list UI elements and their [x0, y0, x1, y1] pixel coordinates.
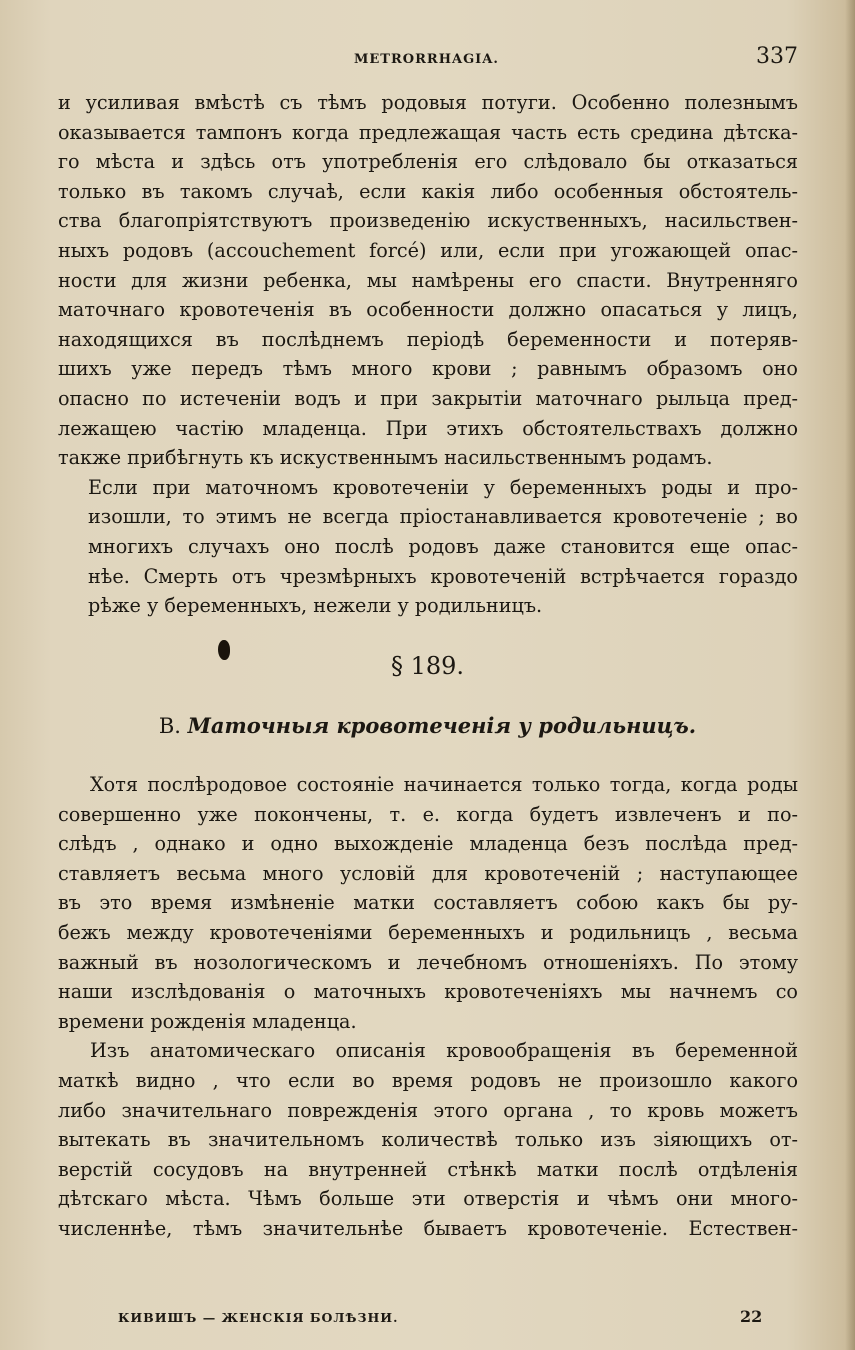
text-line: численнѣе, тѣмъ значительнѣе бываетъ кровотеченіе. Естествен-: [58, 1216, 798, 1240]
text-line: важный въ нозологическомъ и лечебномъ отношеніяхъ. По этому: [58, 950, 798, 974]
text-line: наши изслѣдованія о маточныхъ кровотеченіяхъ мы начнемъ со: [58, 980, 798, 1004]
text-line: Изъ анатомическаго описанія кровообращенія въ беременной: [90, 1039, 798, 1063]
section-number: § 189.: [390, 652, 465, 680]
section-letter: B.: [158, 714, 181, 738]
text-line: маточнаго кровотеченія въ особенности должно опасаться у лицъ,: [58, 298, 798, 322]
text-line: изошли, то этимъ не всегда пріостанавливается кровотеченіе ; во: [88, 505, 798, 529]
text-line: маткѣ видно , что если во время родовъ не произошло какого: [58, 1068, 798, 1092]
text-line: ности для жизни ребенка, мы намѣрены его спасти. Внутренняго: [58, 268, 798, 292]
paragraph-2: [58, 473, 798, 621]
text-line: дѣтскаго мѣста. Чѣмъ больше эти отверстія и чѣмъ они много-: [58, 1187, 798, 1211]
section-title: [0, 713, 855, 738]
text-line: ства благопріятствуютъ произведенію искуственныхъ, насильствен-: [58, 209, 798, 233]
section-heading: Маточныя кровотеченія у родильницъ.: [187, 713, 697, 738]
text-line: го мѣста и здѣсь отъ употребленія его слѣдовало бы отказаться: [58, 150, 798, 174]
text-line: либо значительнаго поврежденія этого органа , то кровь можетъ: [58, 1098, 798, 1122]
paragraph-4: [58, 1036, 798, 1243]
text-line: вытекать въ значительномъ количествѣ только изъ зіяющихъ от-: [58, 1128, 798, 1152]
text-line: шихъ уже передъ тѣмъ много крови ; равнымъ образомъ оно: [58, 357, 798, 381]
section-body: [58, 770, 798, 1244]
sheet-number: 22: [740, 1307, 763, 1326]
page-edge-shadow: [845, 0, 855, 1350]
text-line: находящихся въ послѣднемъ періодѣ беременности и потеряв-: [58, 327, 798, 351]
page-footer: [118, 1307, 798, 1334]
text-line: времени рожденія младенца.: [58, 1009, 357, 1033]
text-line: многихъ случахъ оно послѣ родовъ даже становится еще опас-: [88, 534, 798, 558]
paragraph-1: [58, 88, 798, 473]
text-line: опасно по истеченіи водъ и при закрытіи маточнаго рыльца пред-: [58, 386, 798, 410]
text-line: бежъ между кровотеченіями беременныхъ и родильницъ , весьма: [58, 920, 798, 944]
page-header: [58, 44, 798, 78]
text-line: лежащею частію младенца. При этихъ обстоятельствахъ должно: [58, 416, 798, 440]
running-head: METRORRHAGIA.: [354, 52, 499, 67]
text-line: также прибѣгнуть къ искуственнымъ насильственнымъ родамъ.: [58, 446, 713, 470]
text-line: и усиливая вмѣстѣ съ тѣмъ родовыя потуги. Особенно полезнымъ: [58, 91, 798, 114]
page-number: 337: [756, 44, 798, 69]
signature-line: КИВИШЪ — ЖЕНСКІЯ БОЛѢЗНИ.: [118, 1310, 399, 1325]
text-line: верстій сосудовъ на внутренней стѣнкѣ матки послѣ отдѣленія: [58, 1157, 798, 1181]
text-line: Если при маточномъ кровотеченіи у беременныхъ роды и про-: [88, 475, 798, 499]
text-line: въ это время измѣненіе матки составляетъ собою какъ бы ру-: [58, 891, 798, 915]
text-line: нѣе. Смерть отъ чрезмѣрныхъ кровотеченій встрѣчается гораздо: [88, 564, 798, 588]
text-line: оказывается тампонъ когда предлежащая часть есть средина дѣтска-: [58, 120, 798, 144]
text-line: ныхъ родовъ (accouchement forcé) или, если при угожающей опас-: [58, 238, 798, 262]
text-line: слѣдъ , однако и одно выхожденіе младенца безъ послѣда пред-: [58, 832, 798, 856]
text-line: только въ такомъ случаѣ, если какія либо особенныя обстоятель-: [58, 179, 798, 203]
paragraph-continuation: [58, 88, 798, 621]
text-line: ставляетъ весьма много условій для кровотеченій ; наступающее: [58, 861, 798, 885]
text-line: Хотя послѣродовое состояніе начинается только тогда, когда роды: [90, 773, 798, 796]
paragraph-3: [58, 770, 798, 1036]
text-line: рѣже у беременныхъ, нежели у родильницъ.: [88, 594, 543, 618]
text-line: совершенно уже покончены, т. е. когда будетъ извлеченъ и по-: [58, 802, 798, 826]
